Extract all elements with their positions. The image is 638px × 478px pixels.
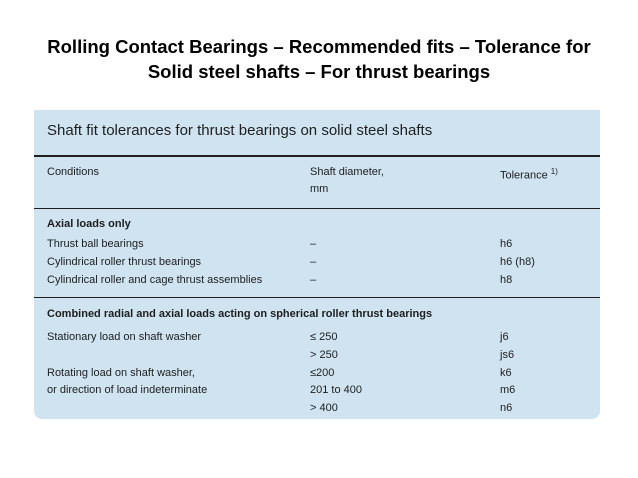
table-row-diameter: > 250: [310, 349, 338, 361]
table-title: Shaft fit tolerances for thrust bearings on solid steel shafts: [47, 122, 433, 139]
fit-tolerance-table: [34, 110, 600, 419]
table-row-diameter: ≤ 250: [310, 331, 338, 343]
table-row-tolerance: n6: [500, 402, 513, 414]
table-row-tolerance: h6 (h8): [500, 256, 535, 268]
table-row-diameter: –: [310, 274, 317, 286]
header-conditions: Conditions: [47, 166, 99, 178]
table-row-condition: Stationary load on shaft washer: [47, 331, 202, 343]
header-top-rule: [34, 155, 600, 157]
slide-title-line-2: Solid steel shafts – For thrust bearings: [147, 61, 491, 82]
header-bottom-rule: [34, 208, 600, 209]
section-divider-rule: [34, 297, 600, 298]
section-heading-axial: Axial loads only: [47, 218, 131, 230]
table-row-condition: Cylindrical roller and cage thrust assemblies: [47, 274, 263, 286]
table-row-diameter: > 400: [310, 402, 338, 414]
section-heading-combined: Combined radial and axial loads acting on spherical roller thrust bearings: [47, 308, 433, 320]
table-row-diameter: –: [310, 256, 317, 268]
header-tolerance: [500, 164, 558, 184]
table-row-tolerance: m6: [500, 384, 516, 396]
table-row-condition: Rotating load on shaft washer,: [47, 367, 195, 379]
table-row-tolerance: j6: [500, 331, 509, 343]
table-row-condition: or direction of load indeterminate: [47, 384, 208, 396]
table-row-tolerance: h8: [500, 274, 513, 286]
tolerance-footnote-marker: 1): [550, 167, 558, 176]
table-row-tolerance: h6: [500, 238, 513, 250]
table-row-diameter: ≤200: [310, 367, 335, 379]
slide-title: [20, 34, 618, 84]
header-shaft-unit: mm: [310, 183, 329, 195]
table-row-condition: Thrust ball bearings: [47, 238, 144, 250]
table-row-diameter: –: [310, 238, 317, 250]
table-row-tolerance: js6: [500, 349, 515, 361]
header-shaft-diameter: Shaft diameter,: [310, 166, 384, 178]
table-row-diameter: 201 to 400: [310, 384, 362, 396]
slide-title-line-1: Rolling Contact Bearings – Recommended fits – Tolerance for: [47, 36, 591, 57]
header-tolerance-label: Tolerance: [500, 169, 548, 182]
table-row-tolerance: k6: [500, 367, 512, 379]
table-row-condition: Cylindrical roller thrust bearings: [47, 256, 202, 268]
